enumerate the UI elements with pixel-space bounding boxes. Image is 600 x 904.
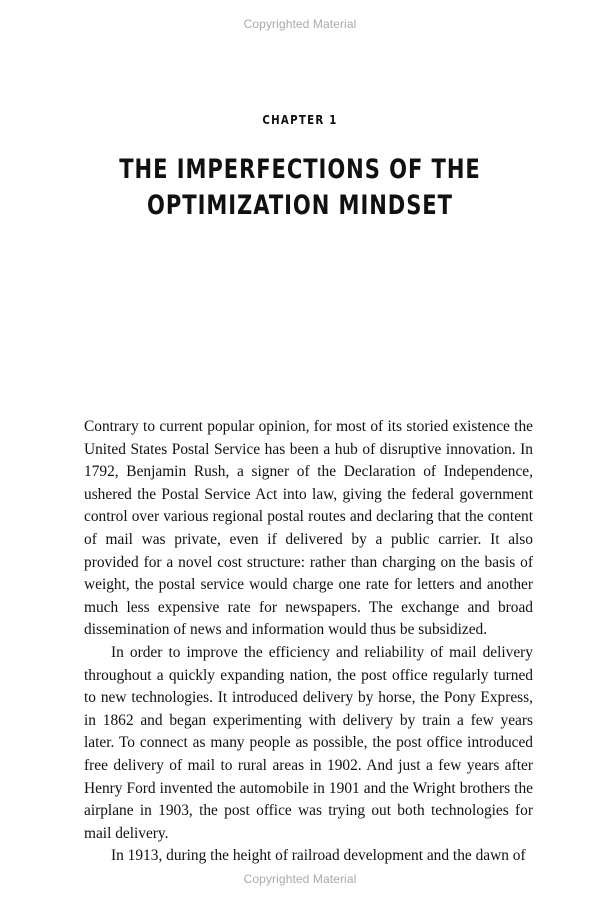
paragraph-3: In 1913, during the height of railroad development and the dawn of [111, 847, 526, 865]
watermark-top: Copyrighted Material [243, 17, 357, 31]
chapter-title [66, 152, 534, 224]
paragraph-2: In order to improve the efficiency and reliability of mail delivery throughout a quickly expanding nation, the post office regularly turned to new technologies. It introduced delivery by horse, the Pony Express, in 1862 and began experimenting with delivery by train a few years later. To connect as many people as possible, the post office introduced free delivery of mail to rural areas in 1902. And just a few years after Henry Ford invented the automobile in 1901 and the Wright brothers the airplane in 1903, the post office was trying out both technologies for mail delivery. [84, 643, 533, 842]
paragraph-1: Contrary to current popular opinion, for most of its storied existence the United States Postal Service has been a hub of disruptive innovation. In 1792, Benjamin Rush, a signer of the Declaration of Independence, ushered the Postal Service Act into law, giving the federal government control over various regional postal routes and declaring that the content of mail was private, even if delivered by a public carrier. It also provided for a novel cost structure: rather than charging on the basis of weight, the postal service would charge one rate for letters and another much less expensive rate for newspapers. The exchange and broad dissemination of news and information would thus be subsidized. [84, 418, 533, 639]
watermark-bottom: Copyrighted Material [243, 872, 357, 886]
body-text [84, 416, 533, 868]
chapter-title-line-1: THE IMPERFECTIONS OF THE [119, 154, 481, 185]
chapter-label: CHAPTER 1 [262, 113, 338, 127]
chapter-title-line-2: OPTIMIZATION MINDSET [147, 190, 453, 221]
